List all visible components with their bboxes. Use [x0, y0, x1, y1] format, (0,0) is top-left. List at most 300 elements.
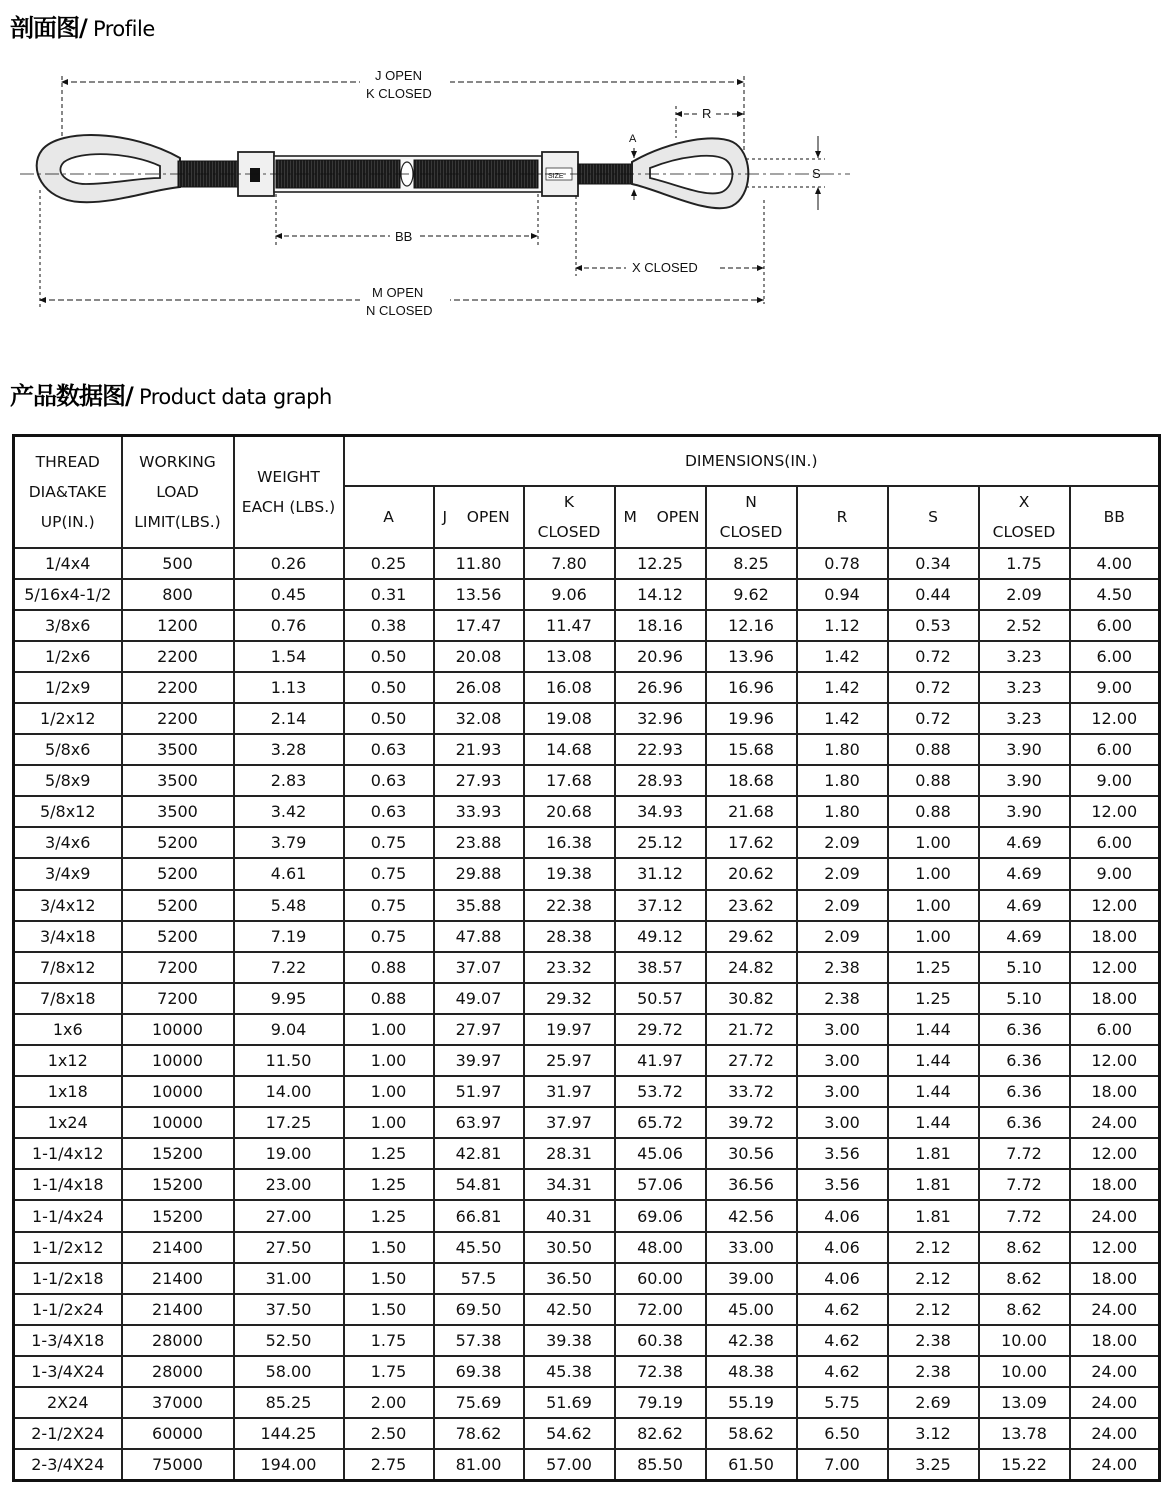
table-cell: 37.07: [434, 952, 524, 983]
table-row: [14, 672, 1160, 703]
table-cell: 5/8x12: [14, 796, 122, 827]
table-cell: 42.50: [524, 1294, 615, 1325]
table-cell: 15200: [122, 1138, 234, 1169]
table-cell: 16.96: [706, 672, 797, 703]
table-row: [14, 827, 1160, 858]
table-cell: 0.88: [888, 796, 979, 827]
header-dimensions: DIMENSIONS(IN.): [344, 436, 1160, 486]
table-cell: 24.00: [1070, 1418, 1160, 1449]
table-cell: 19.96: [706, 703, 797, 734]
table-cell: 1.54: [234, 641, 344, 672]
table-cell: 1.44: [888, 1014, 979, 1045]
table-cell: 6.00: [1070, 1014, 1160, 1045]
table-cell: 36.56: [706, 1169, 797, 1200]
table-cell: 1x12: [14, 1045, 122, 1076]
table-row: [14, 1107, 1160, 1138]
table-cell: 42.81: [434, 1138, 524, 1169]
table-row: [14, 1138, 1160, 1169]
table-cell: 0.50: [344, 703, 434, 734]
table-cell: 47.88: [434, 921, 524, 952]
table-cell: 1/4x4: [14, 548, 122, 579]
table-cell: 32.08: [434, 703, 524, 734]
table-cell: 3.00: [797, 1076, 888, 1107]
table-cell: 14.12: [615, 579, 706, 610]
table-cell: 24.00: [1070, 1387, 1160, 1418]
table-cell: 69.38: [434, 1356, 524, 1387]
table-cell: 2.75: [344, 1449, 434, 1480]
table-cell: 82.62: [615, 1418, 706, 1449]
table-cell: 3.23: [979, 641, 1070, 672]
table-cell: 12.00: [1070, 703, 1160, 734]
table-cell: 12.16: [706, 610, 797, 641]
table-cell: 13.96: [706, 641, 797, 672]
header-x-closed: X CLOSED: [979, 486, 1070, 548]
table-cell: 6.36: [979, 1076, 1070, 1107]
table-cell: 1/2x9: [14, 672, 122, 703]
profile-heading-cn: 剖面图/: [10, 14, 87, 42]
table-cell: 1.25: [344, 1169, 434, 1200]
label-j-open: J OPEN: [375, 68, 422, 83]
table-cell: 15.68: [706, 734, 797, 765]
table-cell: 3500: [122, 796, 234, 827]
table-cell: 3.42: [234, 796, 344, 827]
table-cell: 10000: [122, 1045, 234, 1076]
header-weight: WEIGHT EACH (LBS.): [234, 436, 344, 548]
table-cell: 51.69: [524, 1387, 615, 1418]
table-cell: 18.00: [1070, 921, 1160, 952]
table-cell: 11.80: [434, 548, 524, 579]
table-cell: 2200: [122, 672, 234, 703]
table-cell: 20.68: [524, 796, 615, 827]
table-cell: 51.97: [434, 1076, 524, 1107]
table-cell: 25.97: [524, 1045, 615, 1076]
table-cell: 5.10: [979, 983, 1070, 1014]
table-cell: 17.68: [524, 765, 615, 796]
table-cell: 17.25: [234, 1107, 344, 1138]
table-cell: 2-3/4X24: [14, 1449, 122, 1480]
table-cell: 49.07: [434, 983, 524, 1014]
left-eye: [37, 135, 180, 202]
table-cell: 21.72: [706, 1014, 797, 1045]
table-cell: 0.38: [344, 610, 434, 641]
table-cell: 18.00: [1070, 1169, 1160, 1200]
label-k-closed: K CLOSED: [366, 86, 432, 101]
table-cell: 1.81: [888, 1169, 979, 1200]
table-cell: 1.00: [888, 827, 979, 858]
table-cell: 5.10: [979, 952, 1070, 983]
table-cell: 1200: [122, 610, 234, 641]
table-cell: 4.69: [979, 827, 1070, 858]
table-cell: 42.56: [706, 1200, 797, 1231]
table-cell: 26.08: [434, 672, 524, 703]
table-row: [14, 1263, 1160, 1294]
table-cell: 2X24: [14, 1387, 122, 1418]
table-cell: 20.96: [615, 641, 706, 672]
table-cell: 18.00: [1070, 983, 1160, 1014]
table-cell: 3/4x12: [14, 890, 122, 921]
table-cell: 30.82: [706, 983, 797, 1014]
table-cell: 21.93: [434, 734, 524, 765]
table-cell: 28000: [122, 1325, 234, 1356]
table-cell: 22.93: [615, 734, 706, 765]
table-cell: 33.93: [434, 796, 524, 827]
label-x-closed: X CLOSED: [632, 260, 698, 275]
table-cell: 1.00: [888, 890, 979, 921]
table-cell: 1-1/2x12: [14, 1232, 122, 1263]
table-cell: 14.00: [234, 1076, 344, 1107]
table-cell: 39.97: [434, 1045, 524, 1076]
table-cell: 10000: [122, 1014, 234, 1045]
table-cell: 0.75: [344, 921, 434, 952]
table-cell: 1.44: [888, 1107, 979, 1138]
table-cell: 10000: [122, 1076, 234, 1107]
table-cell: 4.50: [1070, 579, 1160, 610]
table-row: [14, 1169, 1160, 1200]
table-cell: 69.06: [615, 1200, 706, 1231]
table-cell: 1-1/2x18: [14, 1263, 122, 1294]
table-cell: 1.42: [797, 641, 888, 672]
table-cell: 35.88: [434, 890, 524, 921]
table-cell: 17.47: [434, 610, 524, 641]
table-cell: 3.90: [979, 796, 1070, 827]
table-cell: 4.69: [979, 921, 1070, 952]
table-cell: 79.19: [615, 1387, 706, 1418]
table-row: [14, 1449, 1160, 1480]
table-cell: 0.72: [888, 641, 979, 672]
table-cell: 7/8x18: [14, 983, 122, 1014]
table-cell: 2.12: [888, 1294, 979, 1325]
profile-heading: [10, 8, 155, 43]
table-cell: 0.53: [888, 610, 979, 641]
table-cell: 3.90: [979, 765, 1070, 796]
table-cell: 48.38: [706, 1356, 797, 1387]
right-eye: [632, 138, 748, 208]
table-cell: 194.00: [234, 1449, 344, 1480]
table-cell: 7.72: [979, 1138, 1070, 1169]
table-cell: 4.69: [979, 890, 1070, 921]
table-cell: 1.50: [344, 1294, 434, 1325]
table-cell: 2.38: [797, 952, 888, 983]
table-cell: 29.72: [615, 1014, 706, 1045]
table-cell: 1-1/2x24: [14, 1294, 122, 1325]
label-n-closed: N CLOSED: [366, 303, 433, 318]
table-cell: 11.47: [524, 610, 615, 641]
table-cell: 20.62: [706, 858, 797, 889]
table-cell: 2.12: [888, 1232, 979, 1263]
table-cell: 1.00: [344, 1014, 434, 1045]
table-cell: 9.00: [1070, 765, 1160, 796]
table-cell: 69.50: [434, 1294, 524, 1325]
table-cell: 26.96: [615, 672, 706, 703]
table-cell: 6.00: [1070, 734, 1160, 765]
table-cell: 12.00: [1070, 796, 1160, 827]
header-n-closed: N CLOSED: [706, 486, 797, 548]
table-cell: 19.38: [524, 858, 615, 889]
table-cell: 3.25: [888, 1449, 979, 1480]
table-cell: 4.69: [979, 858, 1070, 889]
table-cell: 3/4x18: [14, 921, 122, 952]
table-row: [14, 1387, 1160, 1418]
table-cell: 800: [122, 579, 234, 610]
table-cell: 7.19: [234, 921, 344, 952]
table-cell: 1.00: [344, 1076, 434, 1107]
table-cell: 31.00: [234, 1263, 344, 1294]
table-row: [14, 1014, 1160, 1045]
table-cell: 15200: [122, 1200, 234, 1231]
table-cell: 40.31: [524, 1200, 615, 1231]
table-cell: 85.25: [234, 1387, 344, 1418]
table-cell: 7.72: [979, 1200, 1070, 1231]
table-row: [14, 921, 1160, 952]
table-cell: 144.25: [234, 1418, 344, 1449]
table-cell: 63.97: [434, 1107, 524, 1138]
header-thread: THREAD DIA&TAKE UP(IN.): [14, 436, 122, 548]
table-cell: 1.44: [888, 1076, 979, 1107]
table-cell: 45.06: [615, 1138, 706, 1169]
table-cell: 57.00: [524, 1449, 615, 1480]
table-cell: 13.08: [524, 641, 615, 672]
table-cell: 5200: [122, 827, 234, 858]
table-row: [14, 1076, 1160, 1107]
table-cell: 48.00: [615, 1232, 706, 1263]
label-size: SIZE: [548, 173, 564, 180]
table-row: [14, 579, 1160, 610]
table-cell: 57.5: [434, 1263, 524, 1294]
table-cell: 6.00: [1070, 610, 1160, 641]
table-cell: 12.00: [1070, 1232, 1160, 1263]
table-cell: 0.88: [888, 765, 979, 796]
table-cell: 0.76: [234, 610, 344, 641]
table-cell: 0.50: [344, 672, 434, 703]
table-cell: 55.19: [706, 1387, 797, 1418]
table-cell: 9.95: [234, 983, 344, 1014]
table-cell: 5/16x4-1/2: [14, 579, 122, 610]
table-cell: 19.97: [524, 1014, 615, 1045]
table-cell: 18.00: [1070, 1263, 1160, 1294]
table-cell: 37.12: [615, 890, 706, 921]
table-cell: 14.68: [524, 734, 615, 765]
header-r: R: [797, 486, 888, 548]
table-cell: 500: [122, 548, 234, 579]
table-cell: 2.09: [797, 858, 888, 889]
table-cell: 22.38: [524, 890, 615, 921]
table-cell: 3/4x6: [14, 827, 122, 858]
table-cell: 53.72: [615, 1076, 706, 1107]
table-cell: 25.12: [615, 827, 706, 858]
table-cell: 57.38: [434, 1325, 524, 1356]
label-bb: BB: [395, 229, 413, 244]
table-cell: 23.62: [706, 890, 797, 921]
table-cell: 2.09: [797, 921, 888, 952]
table-cell: 24.00: [1070, 1449, 1160, 1480]
table-cell: 6.00: [1070, 827, 1160, 858]
table-cell: 60.38: [615, 1325, 706, 1356]
table-cell: 2200: [122, 703, 234, 734]
table-cell: 2.38: [797, 983, 888, 1014]
table-cell: 2-1/2X24: [14, 1418, 122, 1449]
table-cell: 3.56: [797, 1169, 888, 1200]
table-cell: 24.00: [1070, 1200, 1160, 1231]
table-cell: 5/8x6: [14, 734, 122, 765]
table-cell: 1.25: [888, 983, 979, 1014]
product-data-heading: [10, 376, 332, 411]
table-cell: 5.48: [234, 890, 344, 921]
table-row: [14, 890, 1160, 921]
table-cell: 9.00: [1070, 858, 1160, 889]
header-working-load: WORKING LOAD LIMIT(LBS.): [122, 436, 234, 548]
table-cell: 7.80: [524, 548, 615, 579]
table-row: [14, 1200, 1160, 1231]
table-cell: 3500: [122, 765, 234, 796]
table-cell: 0.88: [888, 734, 979, 765]
table-cell: 21.68: [706, 796, 797, 827]
table-row: [14, 1356, 1160, 1387]
table-cell: 8.62: [979, 1232, 1070, 1263]
table-cell: 54.62: [524, 1418, 615, 1449]
table-cell: 72.00: [615, 1294, 706, 1325]
table-cell: 28000: [122, 1356, 234, 1387]
table-cell: 2.52: [979, 610, 1070, 641]
header-a: A: [344, 486, 434, 548]
table-cell: 27.50: [234, 1232, 344, 1263]
table-cell: 24.00: [1070, 1107, 1160, 1138]
table-cell: 1-1/4x12: [14, 1138, 122, 1169]
table-cell: 21400: [122, 1232, 234, 1263]
table-cell: 60000: [122, 1418, 234, 1449]
table-cell: 18.00: [1070, 1076, 1160, 1107]
table-cell: 0.63: [344, 734, 434, 765]
table-cell: 2.50: [344, 1418, 434, 1449]
table-cell: 3.79: [234, 827, 344, 858]
table-cell: 65.72: [615, 1107, 706, 1138]
table-cell: 52.50: [234, 1325, 344, 1356]
table-cell: 17.62: [706, 827, 797, 858]
table-cell: 1.75: [344, 1356, 434, 1387]
product-data-table: [12, 434, 1161, 1482]
table-cell: 1-3/4X24: [14, 1356, 122, 1387]
table-cell: 21400: [122, 1294, 234, 1325]
table-cell: 3/8x6: [14, 610, 122, 641]
table-cell: 12.00: [1070, 890, 1160, 921]
table-body: [14, 548, 1160, 1481]
table-row: [14, 952, 1160, 983]
table-cell: 78.62: [434, 1418, 524, 1449]
table-cell: 29.32: [524, 983, 615, 1014]
table-cell: 23.00: [234, 1169, 344, 1200]
table-cell: 31.97: [524, 1076, 615, 1107]
table-cell: 2.38: [888, 1356, 979, 1387]
table-cell: 1.25: [344, 1200, 434, 1231]
table-cell: 3.23: [979, 703, 1070, 734]
table-cell: 3.00: [797, 1045, 888, 1076]
table-row: [14, 1045, 1160, 1076]
table-cell: 0.75: [344, 890, 434, 921]
table-cell: 34.31: [524, 1169, 615, 1200]
table-cell: 7.22: [234, 952, 344, 983]
table-cell: 54.81: [434, 1169, 524, 1200]
table-cell: 39.00: [706, 1263, 797, 1294]
table-cell: 58.00: [234, 1356, 344, 1387]
table-cell: 75000: [122, 1449, 234, 1480]
table-row: [14, 610, 1160, 641]
table-cell: 36.50: [524, 1263, 615, 1294]
table-cell: 7.72: [979, 1169, 1070, 1200]
table-cell: 7/8x12: [14, 952, 122, 983]
table-cell: 1/2x12: [14, 703, 122, 734]
table-cell: 2.09: [797, 890, 888, 921]
table-cell: 1x6: [14, 1014, 122, 1045]
table-cell: 28.31: [524, 1138, 615, 1169]
table-cell: 1.12: [797, 610, 888, 641]
table-cell: 60.00: [615, 1263, 706, 1294]
table-cell: 81.00: [434, 1449, 524, 1480]
table-cell: 7200: [122, 983, 234, 1014]
table-cell: 0.34: [888, 548, 979, 579]
table-cell: 50.57: [615, 983, 706, 1014]
table-cell: 9.00: [1070, 672, 1160, 703]
table-cell: 5.75: [797, 1387, 888, 1418]
table-cell: 10.00: [979, 1325, 1070, 1356]
table-cell: 23.32: [524, 952, 615, 983]
table-cell: 75.69: [434, 1387, 524, 1418]
table-cell: 28.38: [524, 921, 615, 952]
table-cell: 24.82: [706, 952, 797, 983]
table-row: [14, 983, 1160, 1014]
table-cell: 1/2x6: [14, 641, 122, 672]
table-cell: 27.93: [434, 765, 524, 796]
product-data-table-wrapper: [12, 434, 1158, 1477]
table-cell: 13.09: [979, 1387, 1070, 1418]
table-cell: 15200: [122, 1169, 234, 1200]
table-row: [14, 796, 1160, 827]
table-cell: 0.88: [344, 983, 434, 1014]
table-cell: 1.75: [344, 1325, 434, 1356]
table-cell: 1.42: [797, 703, 888, 734]
table-cell: 18.16: [615, 610, 706, 641]
table-cell: 1.75: [979, 548, 1070, 579]
table-cell: 3.23: [979, 672, 1070, 703]
table-cell: 1.50: [344, 1263, 434, 1294]
table-cell: 45.38: [524, 1356, 615, 1387]
table-cell: 0.63: [344, 796, 434, 827]
table-row: [14, 734, 1160, 765]
table-cell: 85.50: [615, 1449, 706, 1480]
table-cell: 1.42: [797, 672, 888, 703]
table-cell: 0.72: [888, 703, 979, 734]
table-cell: 1.13: [234, 672, 344, 703]
table-cell: 45.50: [434, 1232, 524, 1263]
table-cell: 1.81: [888, 1200, 979, 1231]
table-cell: 4.62: [797, 1294, 888, 1325]
table-cell: 27.72: [706, 1045, 797, 1076]
profile-heading-en: Profile: [86, 17, 155, 41]
table-cell: 23.88: [434, 827, 524, 858]
label-r: R: [702, 106, 712, 121]
table-cell: 1-3/4X18: [14, 1325, 122, 1356]
table-cell: 0.72: [888, 672, 979, 703]
table-cell: 1.81: [888, 1138, 979, 1169]
table-cell: 6.00: [1070, 641, 1160, 672]
product-data-heading-cn: 产品数据图/: [10, 382, 133, 410]
table-cell: 3.28: [234, 734, 344, 765]
table-cell: 30.56: [706, 1138, 797, 1169]
table-cell: 61.50: [706, 1449, 797, 1480]
table-cell: 0.94: [797, 579, 888, 610]
table-cell: 4.06: [797, 1200, 888, 1231]
table-cell: 7.00: [797, 1449, 888, 1480]
label-a: A: [629, 133, 637, 145]
table-cell: 1.00: [888, 858, 979, 889]
